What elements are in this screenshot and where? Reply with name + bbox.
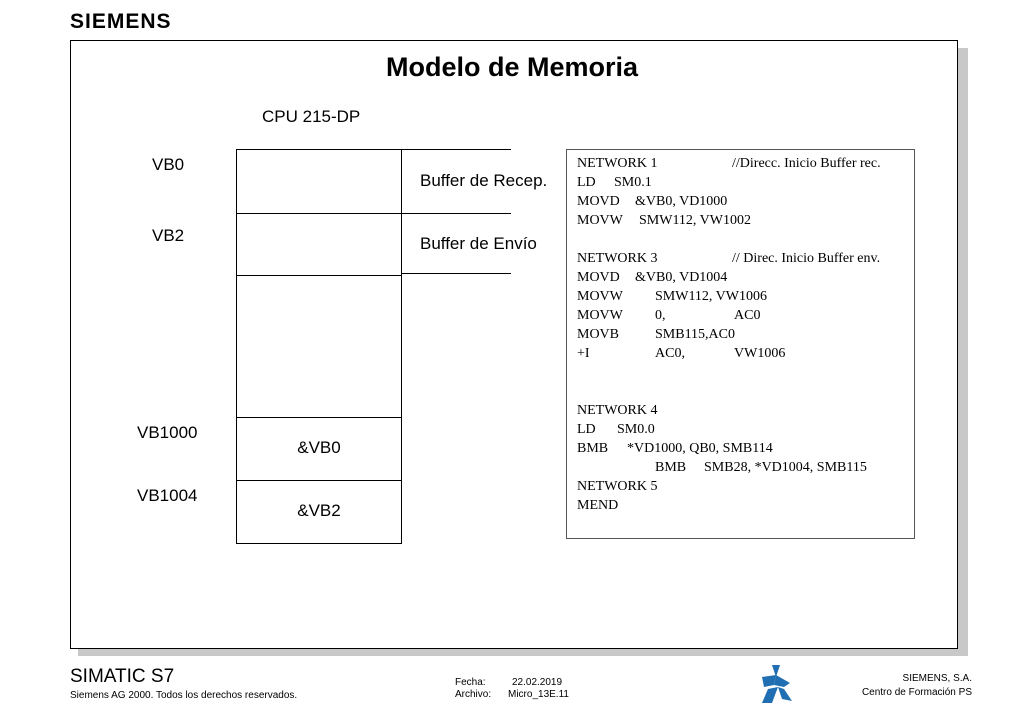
register-label-vb2: VB2 xyxy=(152,226,185,245)
slide-title: Modelo de Memoria xyxy=(385,52,639,82)
code-col-a: BMB xyxy=(655,460,687,475)
archivo-row xyxy=(455,689,569,701)
code-comment: //Direcc. Inicio Buffer rec. xyxy=(732,156,881,171)
emblem-leg xyxy=(762,687,778,703)
code-comment: // Direc. Inicio Buffer env. xyxy=(732,251,881,266)
code-line xyxy=(577,268,914,287)
code-col-b: SMB28, *VD1004, SMB115 xyxy=(704,460,867,475)
code-col-b: SMW112, VW1006 xyxy=(655,289,767,304)
code-col-b: SM0.1 xyxy=(614,175,652,190)
code-col-b: SM0.0 xyxy=(617,422,655,437)
buffer-recv-label: Buffer de Recep. xyxy=(420,171,548,190)
code-line xyxy=(577,249,914,268)
code-line xyxy=(577,211,914,230)
code-line xyxy=(577,458,914,477)
fecha-label: Fecha: xyxy=(455,677,486,688)
memory-cell-middle xyxy=(236,275,402,418)
file-meta xyxy=(455,677,569,701)
register-label-vb1000: VB1000 xyxy=(137,423,198,442)
code-line xyxy=(577,439,914,458)
code-col-a: MOVW xyxy=(577,308,623,323)
company-info xyxy=(862,672,972,700)
code-col-a: MOVW xyxy=(577,289,623,304)
code-col-a: MOVD xyxy=(577,270,620,285)
code-col-b: AC0, xyxy=(655,346,685,361)
code-col-a: NETWORK 4 xyxy=(577,403,658,418)
code-col-a: BMB xyxy=(577,441,609,456)
siemens-logo: SIEMENS xyxy=(70,10,172,33)
code-col-b: &VB0, VD1000 xyxy=(635,194,728,209)
code-spacer xyxy=(577,363,914,401)
emblem-leg-right xyxy=(778,687,792,701)
product-name: SIMATIC S7 xyxy=(70,666,175,687)
code-col-a: LD xyxy=(577,175,596,190)
memory-cell-vb0 xyxy=(236,149,402,214)
emblem-arm xyxy=(762,675,776,687)
code-line xyxy=(577,477,914,496)
code-col-b: 0, xyxy=(655,308,666,323)
code-col-a: NETWORK 5 xyxy=(577,479,658,494)
buffer-middle-line xyxy=(401,213,511,214)
code-col-b: SMB115,AC0 xyxy=(655,327,736,342)
code-col-a: NETWORK 1 xyxy=(577,156,658,171)
code-col-a: NETWORK 3 xyxy=(577,251,658,266)
code-col-c: AC0 xyxy=(734,308,761,323)
code-line xyxy=(577,306,914,325)
code-line xyxy=(577,401,914,420)
code-line xyxy=(577,192,914,211)
code-line xyxy=(577,287,914,306)
code-col-a: LD xyxy=(577,422,596,437)
copyright-text: Siemens AG 2000. Todos los derechos reservados. xyxy=(70,690,298,701)
code-line xyxy=(577,325,914,344)
code-line xyxy=(577,173,914,192)
code-col-a: MEND xyxy=(577,498,619,513)
code-col-a: MOVW xyxy=(577,213,623,228)
code-line xyxy=(577,420,914,439)
code-spacer xyxy=(577,230,914,249)
buffer-top-line xyxy=(401,149,511,150)
training-center-icon xyxy=(758,663,794,705)
code-col-a: MOVD xyxy=(577,194,620,209)
code-line xyxy=(577,344,914,363)
register-label-vb1004: VB1004 xyxy=(137,486,198,505)
memory-cell-vb1004-value: &VB2 xyxy=(297,501,341,520)
archivo-value: Micro_13E.11 xyxy=(508,689,569,700)
code-col-b: SMW112, VW1002 xyxy=(639,213,751,228)
emblem-arm-right xyxy=(774,675,790,687)
memory-cell-vb1000 xyxy=(236,417,402,481)
code-line xyxy=(577,154,914,173)
code-col-b: *VD1000, QB0, SMB114 xyxy=(627,441,773,456)
cpu-label: CPU 215-DP xyxy=(262,107,361,126)
memory-cell-vb1000-value: &VB0 xyxy=(297,438,341,457)
code-col-a: MOVB xyxy=(577,327,620,342)
training-center: Centro de Formación PS xyxy=(861,687,972,698)
code-col-c: VW1006 xyxy=(734,346,786,361)
code-line xyxy=(577,496,914,515)
code-col-b: &VB0, VD1004 xyxy=(635,270,728,285)
buffer-bottom-line xyxy=(401,273,511,274)
code-listing xyxy=(566,149,915,539)
register-label-vb0: VB0 xyxy=(152,155,185,174)
company-name: SIEMENS, S.A. xyxy=(902,673,972,684)
code-col-a: +I xyxy=(577,346,590,361)
buffer-send-label: Buffer de Envío xyxy=(420,234,537,253)
archivo-label: Archivo: xyxy=(455,689,492,700)
fecha-value: 22.02.2019 xyxy=(512,677,563,688)
fecha-row xyxy=(455,677,569,689)
memory-cell-vb1004 xyxy=(236,480,402,544)
memory-cell-vb2 xyxy=(236,213,402,276)
buffer-left-line xyxy=(401,149,402,274)
